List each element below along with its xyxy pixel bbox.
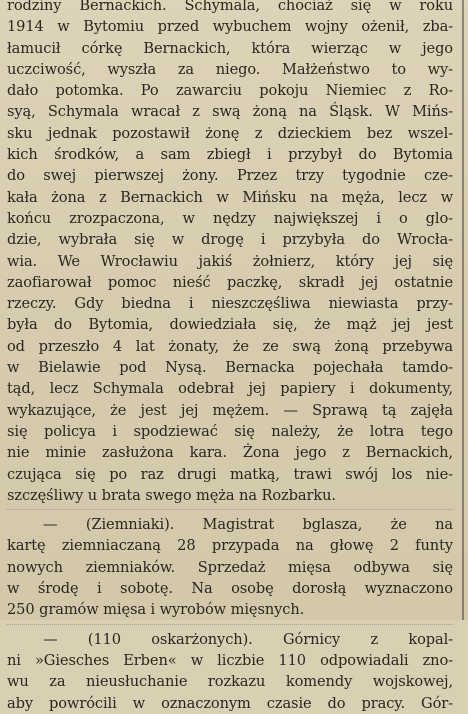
text-line: kich środków, a sam zbiegł i przybył do Bytomia [7,146,453,164]
text-line: 1914 w Bytomiu przed wybuchem wojny ożenił, zba- [7,18,453,36]
text-line: rzeczy. Gdy biedna i nieszczęśliwa niewiasta przy- [7,295,453,313]
text-line: sku jednak pozostawił żonę z dzieckiem bez wszel- [7,124,453,142]
text-line: tąd, lecz Schymala odebrał jej papiery i dokumenty, [7,380,453,398]
text-line: nowych ziemniaków. Sprzedaż mięsa odbywa się [7,558,453,576]
text-line: od przeszło 4 lat żonaty, że ze swą żoną przebywa [7,337,453,355]
paragraph-oskarzonych [7,629,453,714]
text-line: kartę ziemniaczaną 28 przypada na głowę 2 funty [7,537,453,555]
text-line: wia. We Wrocławiu jakiś żołnierz, który jej się [7,252,453,270]
text-line: aby powrócili w oznaczonym czasie do pracy. Gór- [7,694,453,712]
paragraph-ziemniaki [7,514,453,620]
article-column [7,0,453,714]
text-line: ni »Giesches Erben« w liczbie 110 odpowiadali zno- [7,651,453,669]
text-line: w środę i sobotę. Na osobę dorosłą wyznaczono [7,580,453,598]
text-line: do swej pierwszej żony. Przez trzy tygodnie cze- [7,167,453,185]
text-line: czująca się po raz drugi matką, trawi swój los nie- [7,465,453,483]
text-line: rodziny Bernackich. Schymala, chociaż się w roku [7,0,453,14]
text-line: — (Ziemniaki). Magistrat bglasza, że na [43,516,453,534]
paragraph-bernacka [7,0,453,506]
text-line: nie minie zasłużona kara. Żona jego z Bernackich, [7,444,453,462]
text-line: wu za nieusłuchanie rozkazu komendy wojskowej, [7,673,453,691]
text-line: się policya i spodziewać się należy, że lotra tego [7,422,453,440]
text-line: końcu zrozpaczona, w nędzy największej i o glo- [7,209,453,227]
text-line: kała żona z Bernackich w Mińsku na męża, lecz w [7,188,453,206]
text-line: szczęśliwy u brata swego męża na Rozbarku. [7,486,336,504]
text-line: łamucił córkę Bernackich, która wierząc w jego [7,39,453,57]
text-line: w Bielawie pod Nysą. Bernacka pojechała tamdo- [7,359,453,377]
text-line: zaofiarował pomoc nieść paczkę, skradł jej ostatnie [7,273,453,291]
text-line: uczciwość, wyszła za niego. Małżeństwo to wy- [7,60,453,78]
paragraph-gap [7,621,453,629]
text-line: 250 gramów mięsa i wyrobów mięsnych. [7,601,305,619]
text-line: wykazujące, że jest jej mężem. — Sprawą tą zajęła [7,401,453,419]
text-line: dało potomka. Po zawarciu pokoju Niemiec z Ro- [7,82,453,100]
text-line: dzie, wybrała się w drogę i przybyła do Wrocła- [7,231,453,249]
text-line: syą, Schymala wracał z swą żoną na Śląsk. W Mińs- [7,103,453,121]
text-line: była do Bytomia, dowiedziała się, że mąż jej jest [7,316,453,334]
column-rule [462,0,464,620]
paragraph-gap [7,506,453,514]
text-line: — (110 oskarżonych). Górnicy z kopal- [43,630,453,648]
